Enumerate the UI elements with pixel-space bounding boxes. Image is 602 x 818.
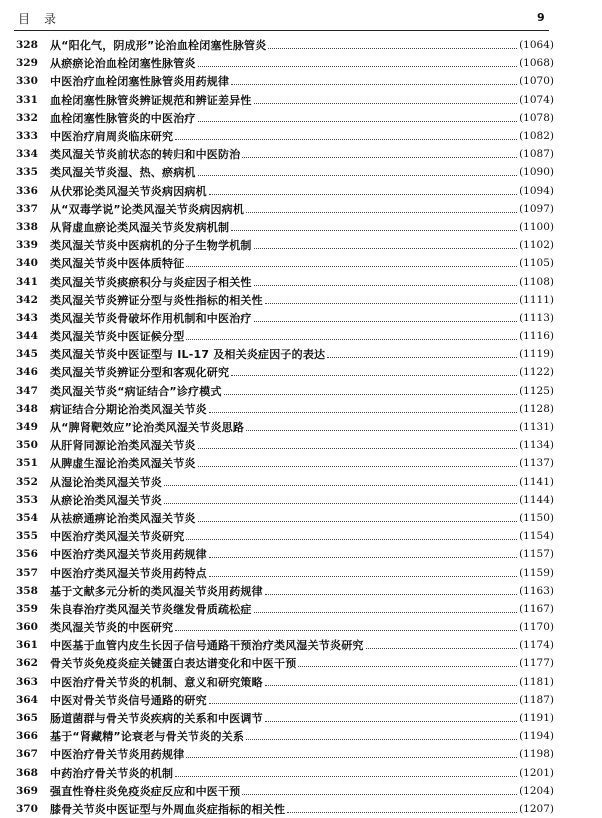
toc-entry[interactable]	[16, 345, 554, 363]
toc-entry[interactable]	[16, 291, 554, 309]
dot-leader	[246, 211, 517, 213]
entry-page-number: (1111)	[519, 293, 554, 306]
dot-leader	[198, 174, 517, 176]
entry-number: 354	[16, 511, 38, 524]
entry-page-number: (1191)	[519, 712, 554, 725]
entry-page-number: (1163)	[519, 584, 554, 597]
entry-title[interactable]: 从“阳化气，阴成形”论治血栓闭塞性脉管炎	[50, 39, 267, 53]
entry-page-number: (1070)	[519, 75, 554, 88]
entry-title[interactable]: 类风湿关节炎痰瘀积分与炎症因子相关性	[50, 275, 252, 289]
entry-number: 369	[16, 784, 38, 797]
entry-title[interactable]: 中医对骨关节炎信号通路的研究	[50, 693, 207, 707]
entry-title[interactable]: 从瘀瘀论治血栓闭塞性脉管炎	[50, 57, 196, 71]
toc-entry[interactable]	[16, 72, 554, 90]
entry-number: 338	[16, 220, 38, 233]
dot-leader	[268, 47, 517, 49]
entry-number: 356	[16, 548, 38, 561]
dot-leader	[265, 302, 517, 304]
dot-leader	[254, 284, 517, 286]
entry-title[interactable]: 类风湿关节炎“病证结合”诊疗模式	[50, 384, 222, 398]
dot-leader	[186, 338, 517, 340]
entry-number: 331	[16, 93, 38, 106]
entry-page-number: (1150)	[519, 511, 554, 524]
dot-leader	[209, 411, 517, 413]
entry-number: 353	[16, 493, 38, 506]
toc-entry[interactable]	[16, 272, 554, 290]
entry-page-number: (1108)	[519, 275, 554, 288]
toc-entry[interactable]	[16, 54, 554, 72]
dot-leader	[254, 102, 517, 104]
dot-leader	[209, 702, 517, 704]
entry-title[interactable]: 膝骨关节炎中医证型与外周血炎症指标的相关性	[50, 802, 286, 816]
entry-number: 363	[16, 675, 38, 688]
entry-number: 368	[16, 766, 38, 779]
toc-entry[interactable]	[16, 473, 554, 491]
dot-leader	[254, 611, 517, 613]
dot-leader	[175, 629, 517, 631]
entry-page-number: (1100)	[519, 220, 554, 233]
toc-entry[interactable]	[16, 454, 554, 472]
entry-number: 360	[16, 621, 38, 634]
toc-entry[interactable]	[16, 527, 554, 545]
entry-number: 345	[16, 348, 38, 361]
dot-leader	[224, 393, 517, 395]
entry-number: 335	[16, 166, 38, 179]
toc-entry[interactable]	[16, 400, 554, 418]
entry-title[interactable]: 中医治疗肩周炎临床研究	[50, 130, 174, 144]
entry-number: 349	[16, 421, 38, 434]
entry-page-number: (1187)	[519, 693, 554, 706]
entry-number: 336	[16, 184, 38, 197]
dot-leader	[298, 665, 517, 667]
entry-number: 361	[16, 639, 38, 652]
entry-title[interactable]: 朱良春治疗类风湿关节炎继发骨质疏松症	[50, 602, 252, 616]
toc-entry[interactable]	[16, 618, 554, 636]
header-divider	[14, 30, 549, 31]
entry-title[interactable]: 类风湿关节炎中医证候分型	[50, 330, 185, 344]
entry-number: 342	[16, 293, 38, 306]
toc-entry[interactable]	[16, 800, 554, 818]
entry-number: 350	[16, 439, 38, 452]
toc-entry[interactable]	[16, 764, 554, 782]
dot-leader	[164, 484, 517, 486]
entry-page-number: (1207)	[519, 802, 554, 815]
table-of-contents	[16, 36, 554, 818]
toc-entry[interactable]	[16, 782, 554, 800]
toc-entry[interactable]	[16, 600, 554, 618]
entry-title[interactable]: 基于“肾藏精”论衰老与骨关节炎的关系	[50, 730, 245, 744]
toc-entry[interactable]	[16, 745, 554, 763]
entry-page-number: (1119)	[519, 348, 554, 361]
dot-leader	[175, 138, 517, 140]
header-page-number: 9	[537, 11, 545, 24]
dot-leader	[254, 320, 517, 322]
entry-page-number: (1074)	[519, 93, 554, 106]
dot-leader	[198, 65, 517, 67]
entry-page-number: (1116)	[519, 330, 554, 343]
dot-leader	[327, 356, 517, 358]
dot-leader	[231, 374, 517, 376]
entry-page-number: (1181)	[519, 675, 554, 688]
entry-title[interactable]: 中医治疗类风湿关节炎用药规律	[50, 548, 207, 562]
entry-page-number: (1198)	[519, 748, 554, 761]
entry-title[interactable]: 从湿论治类风湿关节炎	[50, 475, 162, 489]
entry-title[interactable]: 中药治疗骨关节炎的机制	[50, 766, 174, 780]
entry-title[interactable]: 从“双毒学说”论类风湿关节炎病因病机	[50, 202, 245, 216]
entry-page-number: (1134)	[519, 439, 554, 452]
entry-title[interactable]: 从肾虚血瘀论类风湿关节炎发病机制	[50, 220, 230, 234]
dot-leader	[231, 229, 517, 231]
toc-entry[interactable]	[16, 36, 554, 54]
entry-title[interactable]: 中医治疗骨关节炎用药规律	[50, 748, 185, 762]
dot-leader	[242, 156, 517, 158]
entry-page-number: (1170)	[519, 621, 554, 634]
entry-page-number: (1087)	[519, 148, 554, 161]
entry-page-number: (1137)	[519, 457, 554, 470]
dot-leader	[186, 756, 517, 758]
dot-leader	[198, 465, 517, 467]
entry-page-number: (1131)	[519, 421, 554, 434]
entry-page-number: (1157)	[519, 548, 554, 561]
entry-number: 357	[16, 566, 38, 579]
entry-page-number: (1177)	[519, 657, 554, 670]
entry-page-number: (1128)	[519, 402, 554, 415]
entry-page-number: (1125)	[519, 384, 554, 397]
entry-page-number: (1174)	[519, 639, 554, 652]
entry-title[interactable]: 肠道菌群与骨关节炎疾病的关系和中医调节	[50, 712, 263, 726]
entry-number: 346	[16, 366, 38, 379]
entry-title[interactable]: 类风湿关节炎辨证分型与炎性指标的相关性	[50, 293, 263, 307]
entry-title[interactable]: 类风湿关节炎中医体质特征	[50, 257, 185, 271]
entry-page-number: (1102)	[519, 239, 554, 252]
toc-entry[interactable]	[16, 673, 554, 691]
toc-entry[interactable]	[16, 309, 554, 327]
toc-entry[interactable]	[16, 163, 554, 181]
entry-title[interactable]: 基于文献多元分析的类风湿关节炎用药规律	[50, 584, 263, 598]
dot-leader	[246, 429, 517, 431]
dot-leader	[198, 447, 517, 449]
entry-number: 355	[16, 530, 38, 543]
entry-page-number: (1078)	[519, 111, 554, 124]
dot-leader	[265, 684, 517, 686]
dot-leader	[209, 556, 517, 558]
toc-entry[interactable]	[16, 436, 554, 454]
entry-title[interactable]: 从瘀论治类风湿关节炎	[50, 493, 162, 507]
toc-entry[interactable]	[16, 727, 554, 745]
dot-leader	[242, 793, 517, 795]
toc-entry[interactable]	[16, 418, 554, 436]
entry-title[interactable]: 骨关节炎免疫炎症关键蛋白表达谱变化和中医干预	[50, 657, 297, 671]
entry-title[interactable]: 类风湿关节炎中医病机的分子生物学机制	[50, 239, 252, 253]
dot-leader	[265, 593, 517, 595]
entry-number: 343	[16, 311, 38, 324]
dot-leader	[265, 720, 517, 722]
entry-title[interactable]: 类风湿关节炎骨破坏作用机制和中医治疗	[50, 311, 252, 325]
entry-page-number: (1204)	[519, 784, 554, 797]
entry-number: 347	[16, 384, 38, 397]
entry-title[interactable]: 血栓闭塞性脉管炎辨证规范和辨证差异性	[50, 93, 252, 107]
entry-title[interactable]: 病证结合分期论治类风湿关节炎	[50, 402, 207, 416]
entry-number: 328	[16, 39, 38, 52]
dot-leader	[209, 193, 517, 195]
entry-page-number: (1141)	[519, 475, 554, 488]
entry-title[interactable]: 类风湿关节炎前状态的转归和中医防治	[50, 148, 241, 162]
entry-number: 334	[16, 148, 38, 161]
entry-title[interactable]: 从“脾肾靶效应”论治类风湿关节炎思路	[50, 421, 245, 435]
toc-entry[interactable]	[16, 382, 554, 400]
entry-title[interactable]: 从肝肾同源论治类风湿关节炎	[50, 439, 196, 453]
toc-entry[interactable]	[16, 236, 554, 254]
toc-entry[interactable]	[16, 509, 554, 527]
toc-entry[interactable]	[16, 691, 554, 709]
entry-number: 362	[16, 657, 38, 670]
entry-number: 359	[16, 602, 38, 615]
entry-page-number: (1097)	[519, 202, 554, 215]
toc-entry[interactable]	[16, 654, 554, 672]
entry-number: 370	[16, 802, 38, 815]
entry-number: 337	[16, 202, 38, 215]
entry-title[interactable]: 从伏邪论类风湿关节炎病因病机	[50, 184, 207, 198]
entry-page-number: (1154)	[519, 530, 554, 543]
entry-number: 332	[16, 111, 38, 124]
toc-entry[interactable]	[16, 636, 554, 654]
entry-title[interactable]: 中医治疗类风湿关节炎研究	[50, 530, 185, 544]
entry-number: 348	[16, 402, 38, 415]
toc-entry[interactable]	[16, 182, 554, 200]
entry-number: 358	[16, 584, 38, 597]
entry-title[interactable]: 类风湿关节炎湿、热、瘀病机	[50, 166, 196, 180]
dot-leader	[254, 247, 517, 249]
toc-entry[interactable]	[16, 563, 554, 581]
dot-leader	[366, 647, 517, 649]
entry-number: 339	[16, 239, 38, 252]
toc-entry[interactable]	[16, 91, 554, 109]
entry-title[interactable]: 类风湿关节炎的中医研究	[50, 621, 174, 635]
toc-entry[interactable]	[16, 327, 554, 345]
dot-leader	[287, 811, 517, 813]
toc-entry[interactable]	[16, 491, 554, 509]
entry-number: 341	[16, 275, 38, 288]
dot-leader	[231, 83, 517, 85]
toc-entry[interactable]	[16, 254, 554, 272]
dot-leader	[209, 575, 517, 577]
toc-entry[interactable]	[16, 218, 554, 236]
entry-page-number: (1082)	[519, 130, 554, 143]
entry-number: 352	[16, 475, 38, 488]
toc-entry[interactable]	[16, 145, 554, 163]
dot-leader	[198, 520, 517, 522]
entry-number: 330	[16, 75, 38, 88]
entry-page-number: (1094)	[519, 184, 554, 197]
entry-page-number: (1194)	[519, 730, 554, 743]
toc-entry[interactable]	[16, 127, 554, 145]
entry-page-number: (1159)	[519, 566, 554, 579]
entry-number: 365	[16, 712, 38, 725]
entry-number: 329	[16, 57, 38, 70]
entry-title[interactable]: 中医治疗类风湿关节炎用药特点	[50, 566, 207, 580]
entry-number: 364	[16, 693, 38, 706]
toc-entry[interactable]	[16, 200, 554, 218]
entry-title[interactable]: 类风湿关节炎中医证型与 IL-17 及相关炎症因子的表达	[50, 348, 326, 362]
entry-number: 340	[16, 257, 38, 270]
entry-title[interactable]: 强直性脊柱炎免疫炎症反应和中医干预	[50, 784, 241, 798]
entry-title[interactable]: 中医基于血管内皮生长因子信号通路干预治疗类风湿关节炎研究	[50, 639, 364, 653]
dot-leader	[186, 265, 517, 267]
entry-page-number: (1105)	[519, 257, 554, 270]
toc-entry[interactable]	[16, 363, 554, 381]
dot-leader	[186, 538, 517, 540]
entry-title[interactable]: 从脾虚生湿论治类风湿关节炎	[50, 457, 196, 471]
entry-page-number: (1113)	[519, 311, 554, 324]
entry-number: 367	[16, 748, 38, 761]
entry-page-number: (1167)	[519, 602, 554, 615]
entry-number: 344	[16, 330, 38, 343]
dot-leader	[246, 738, 517, 740]
entry-title[interactable]: 类风湿关节炎辨证分型和客观化研究	[50, 366, 230, 380]
dot-leader	[164, 502, 517, 504]
entry-page-number: (1144)	[519, 493, 554, 506]
toc-entry[interactable]	[16, 109, 554, 127]
toc-entry[interactable]	[16, 709, 554, 727]
dot-leader	[198, 120, 517, 122]
header-title: 目录	[18, 12, 71, 26]
dot-leader	[175, 775, 517, 777]
entry-title[interactable]: 血栓闭塞性脉管炎的中医治疗	[50, 111, 196, 125]
entry-page-number: (1068)	[519, 57, 554, 70]
toc-entry[interactable]	[16, 545, 554, 563]
entry-page-number: (1064)	[519, 39, 554, 52]
entry-page-number: (1090)	[519, 166, 554, 179]
entry-number: 351	[16, 457, 38, 470]
entry-number: 366	[16, 730, 38, 743]
entry-title[interactable]: 中医治疗血栓闭塞性脉管炎用药规律	[50, 75, 230, 89]
page-header	[0, 0, 602, 32]
entry-page-number: (1122)	[519, 366, 554, 379]
entry-number: 333	[16, 130, 38, 143]
toc-entry[interactable]	[16, 582, 554, 600]
entry-page-number: (1201)	[519, 766, 554, 779]
entry-title[interactable]: 中医治疗骨关节炎的机制、意义和研究策略	[50, 675, 263, 689]
entry-title[interactable]: 从祛瘀通痹论治类风湿关节炎	[50, 511, 196, 525]
